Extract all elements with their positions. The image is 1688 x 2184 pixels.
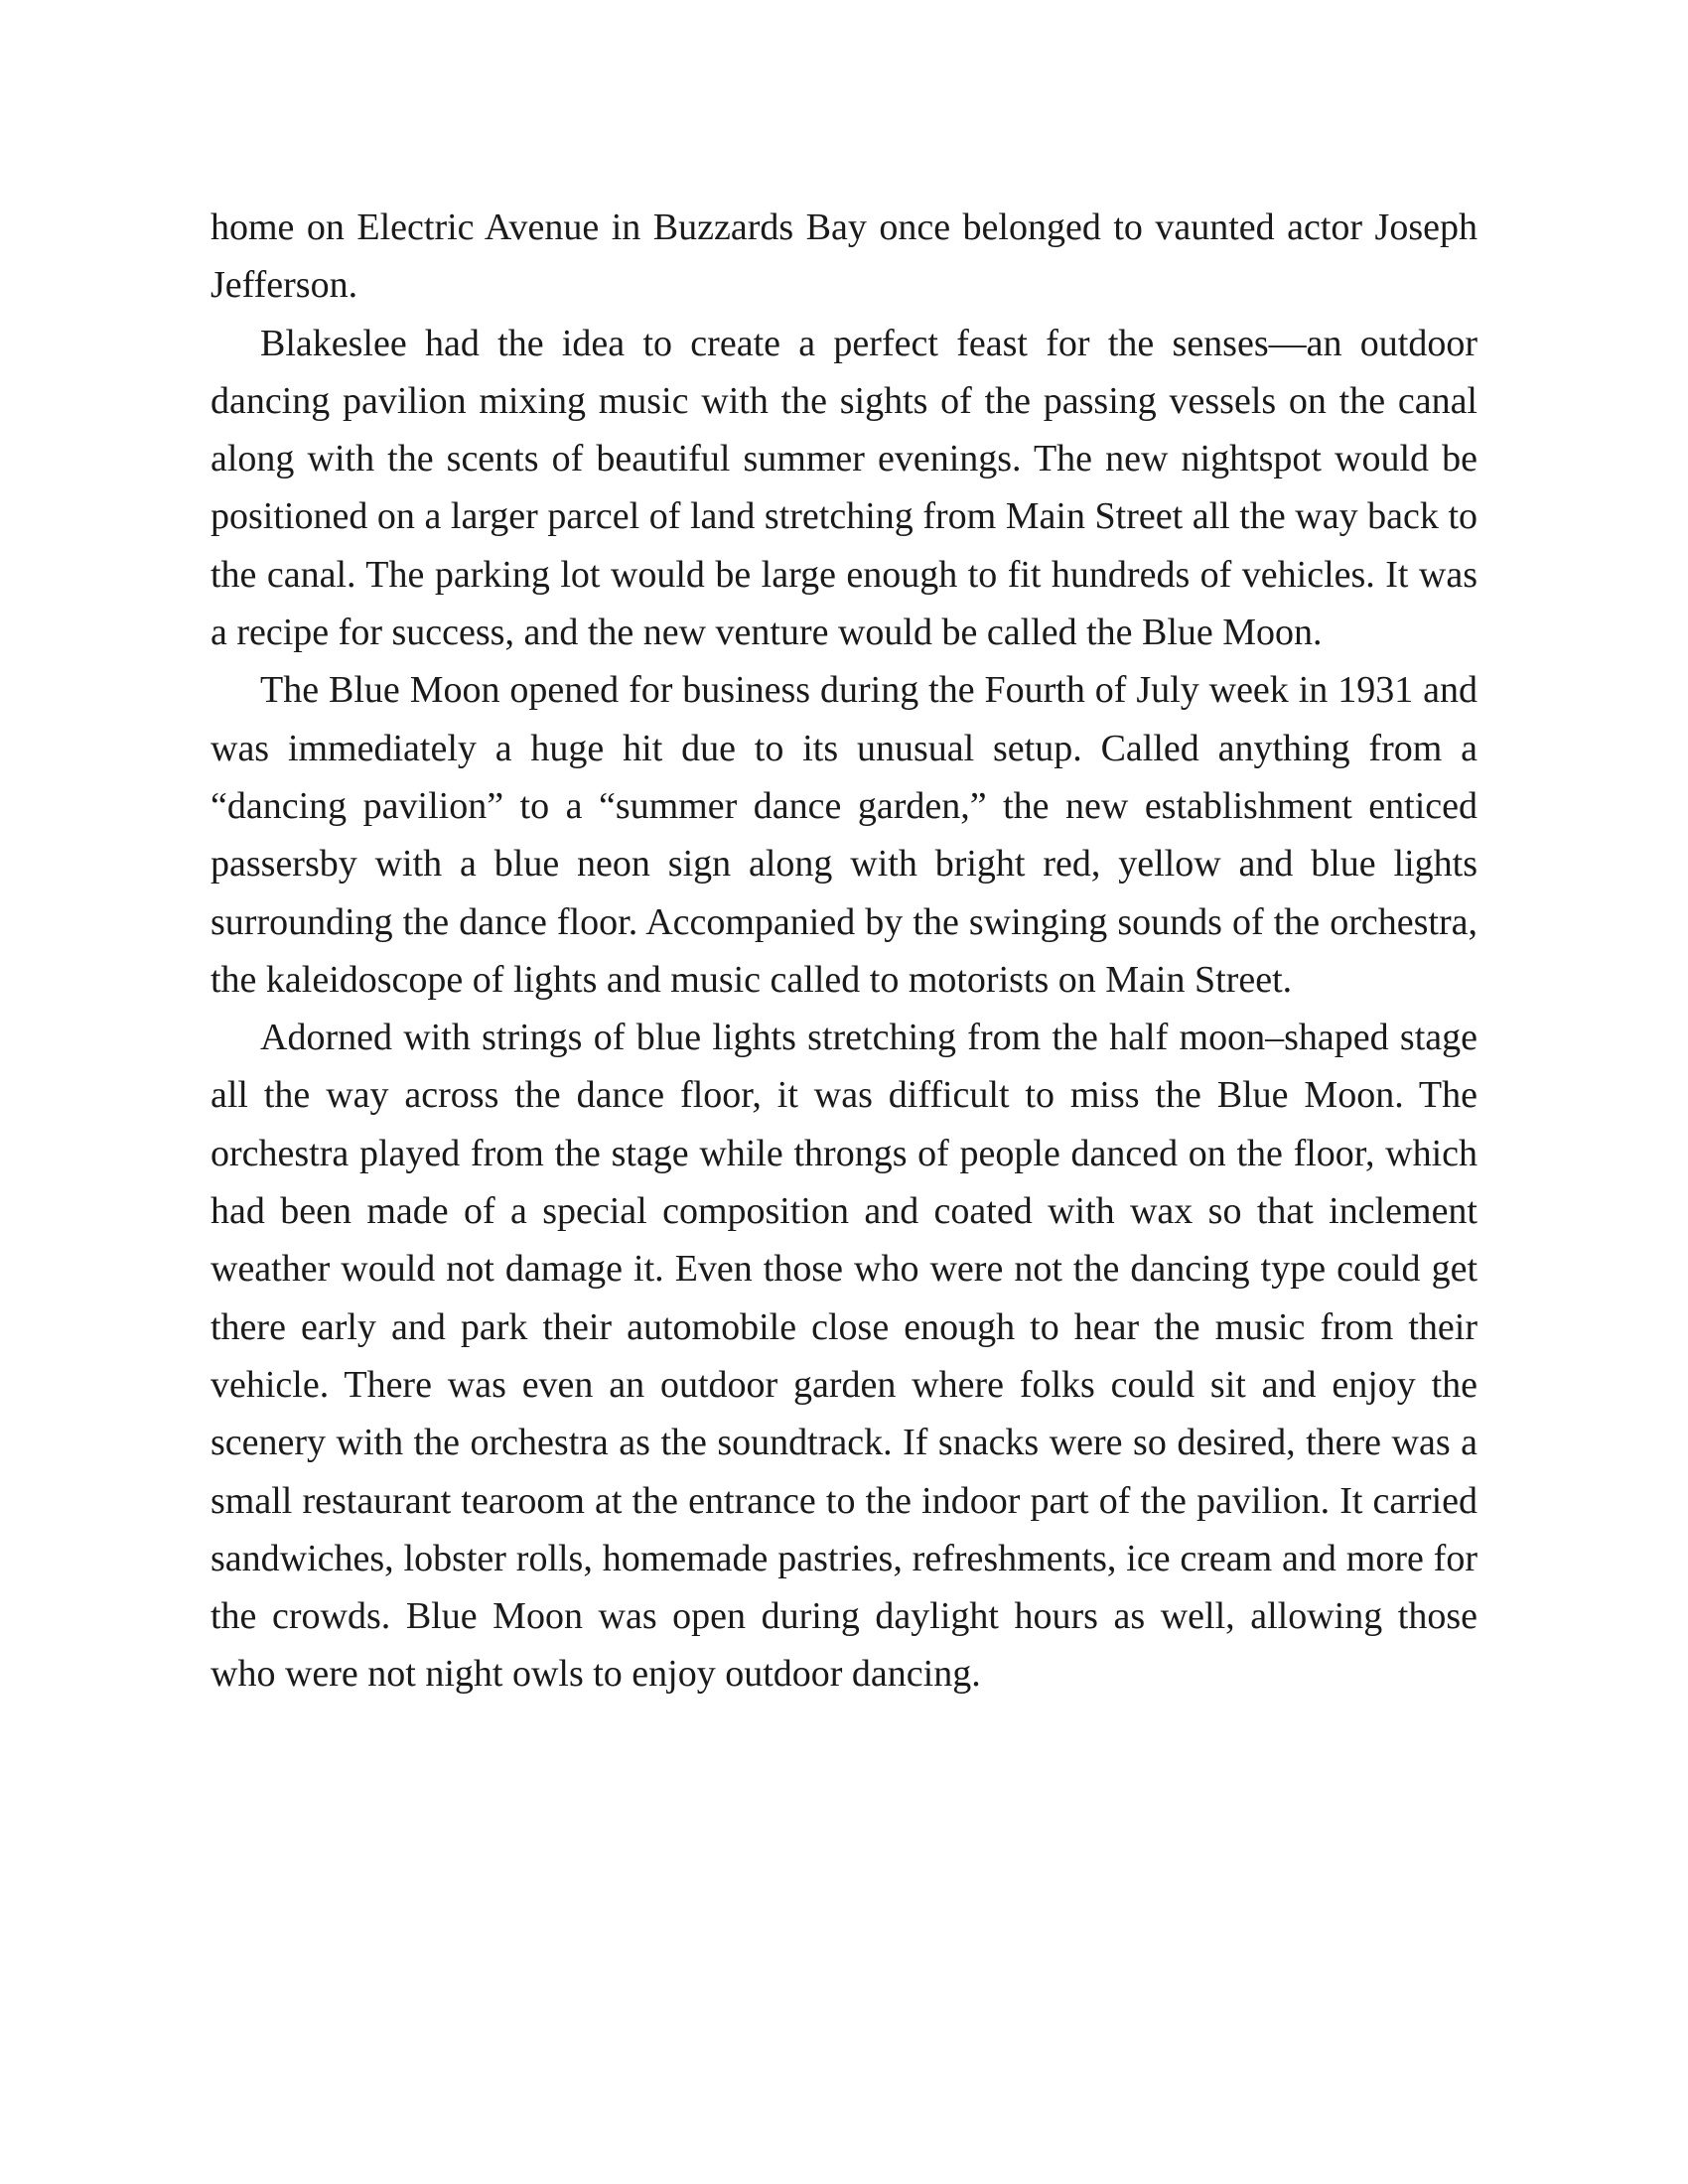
paragraph-blue-moon-features: Adorned with strings of blue lights stretching from the half moon–shaped stage all the way across the dance floor, it was difficult to miss the Blue Moon. The orchestra played from the stage while throngs of people danced on the floor, which had been made of a special composition and coated with wax so that inclement weather would not damage it. Even those who were not the dancing type could get there early and park their automobile close enough to hear the music from their vehicle. There was even an outdoor garden where folks could sit and enjoy the scenery with the orchestra as the soundtrack. If snacks were so desired, there was a small restaurant tearoom at the entrance to the indoor part of the pavilion. It carried sandwiches, lobster rolls, homemade pastries, refreshments, ice cream and more for the crowds. Blue Moon was open during daylight hours as well, allowing those who were not night owls to enjoy outdoor dancing. [211, 1017, 1477, 1696]
paragraph-blue-moon-opening: The Blue Moon opened for business during the Fourth of July week in 1931 and was immediately a huge hit due to its unusual setup. Called anything from a “dancing pavilion” to a “summer dance garden,” the new establishment enticed passersby with a blue neon sign along with bright red, yellow and blue lights surrounding the dance floor. Accompanied by the swinging sounds of the orchestra, the kaleidoscope of lights and music called to motorists on Main Street. [211, 669, 1477, 1001]
page-body [211, 199, 1477, 1704]
paragraph-blakeslee-idea: Blakeslee had the idea to create a perfect feast for the senses—an outdoor dancing pavilion mixing music with the sights of the passing vessels on the canal along with the scents of beautiful summer evenings. The new nightspot would be positioned on a larger parcel of land stretching from Main Street all the way back to the canal. The parking lot would be large enough to fit hundreds of vehicles. It was a recipe for success, and the new venture would be called the Blue Moon. [211, 322, 1477, 654]
paragraph-continued: home on Electric Avenue in Buzzards Bay once belonged to vaunted actor Joseph Jefferson. [211, 206, 1477, 307]
